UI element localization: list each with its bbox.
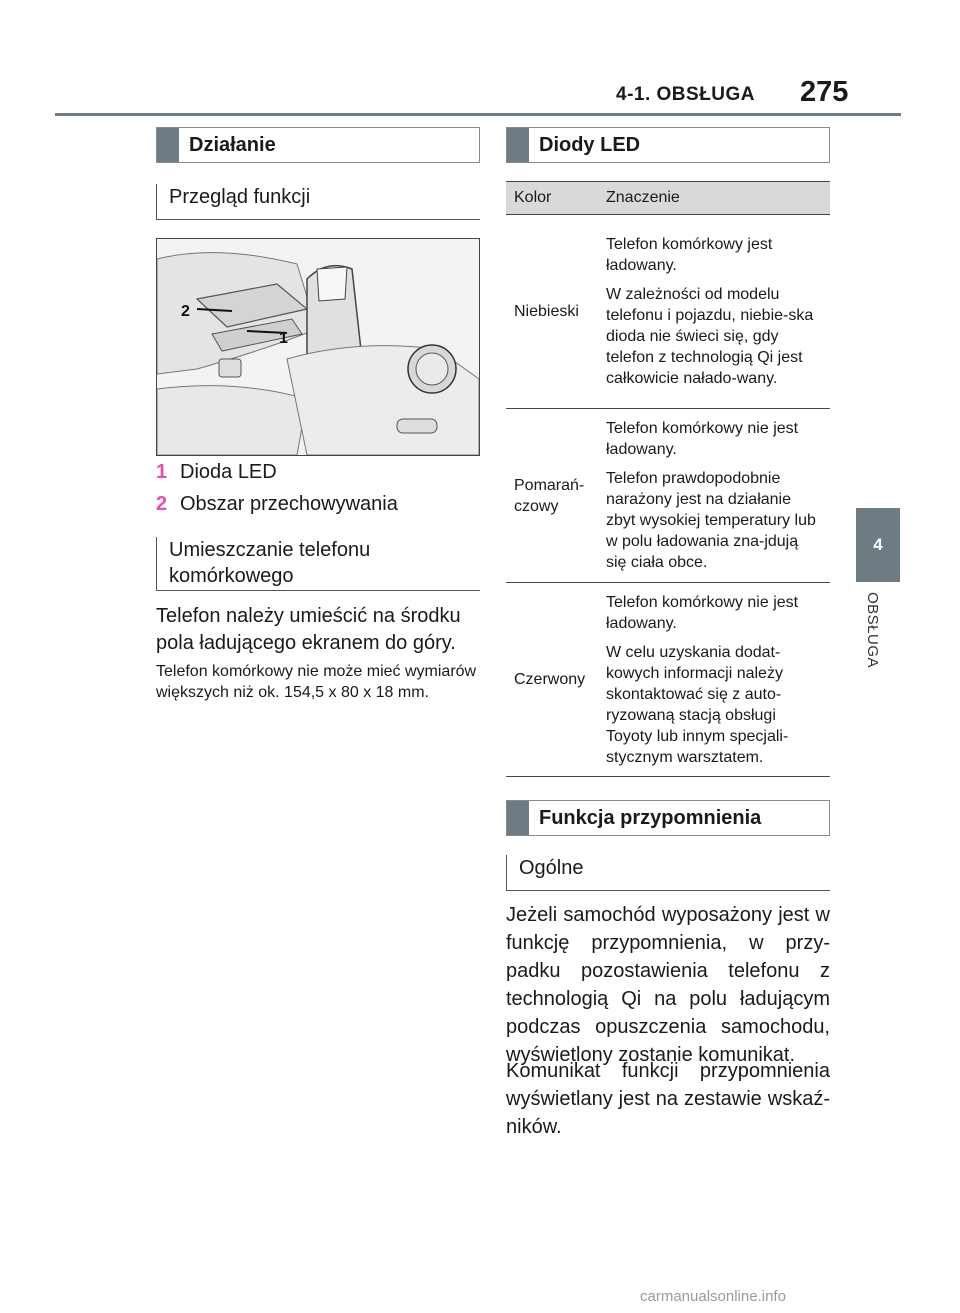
section-marker: [507, 128, 529, 162]
subheading-general: [506, 855, 830, 891]
section-dzialanie: [156, 127, 480, 163]
table-row: [506, 583, 830, 777]
paragraph: Komunikat funkcji przypomnienia wyświetlany jest na zestawie wskaź-ników.: [506, 1060, 830, 1138]
legend-item: [156, 461, 277, 484]
watermark: carmanualsonline.info: [640, 1288, 786, 1305]
chapter-tab[interactable]: 4: [856, 508, 900, 582]
section-title: Funkcja przypomnienia: [539, 806, 762, 829]
subheading-overview: [156, 184, 480, 220]
paragraph: Jeżeli samochód wyposażony jest w funkcję przypomnienia, w przy-padku pozostawienia telefonu z technologią Qi na polu ładującym podczas opuszczenia samochodu, wyświetlony zostanie komunikat.: [506, 904, 830, 1066]
legend-item: [156, 493, 398, 516]
meaning-text: Telefon prawdopodobnie narażony jest na działanie zbyt wysokiej temperatury lub w polu ładowania zna-jdują się ciała obce.: [606, 470, 816, 571]
section-diody-led: [506, 127, 830, 163]
callout-label: 2: [181, 303, 190, 320]
header-rule: [55, 113, 901, 116]
section-title: Działanie: [189, 133, 276, 156]
table-header-row: [506, 182, 830, 215]
console-illustration: [156, 238, 480, 456]
legend-number: 1: [156, 461, 168, 483]
section-title: Diody LED: [539, 133, 641, 156]
meaning-text: Telefon komórkowy nie jest ładowany.: [606, 420, 799, 458]
color-cell: Czerwony: [506, 583, 598, 777]
table-row: [506, 409, 830, 583]
led-table: [506, 181, 830, 777]
chapter-label: OBSŁUGA: [864, 592, 881, 669]
color-cell: Niebieski: [506, 215, 598, 409]
paragraph-note: Telefon komórkowy nie może mieć wymiarów większych niż ok. 154,5 x 80 x 18 mm.: [156, 663, 477, 701]
meaning-cell: [598, 215, 830, 409]
table-row: [506, 215, 830, 409]
meaning-cell: [598, 409, 830, 583]
subheading-text: Ogólne: [519, 857, 584, 879]
section-funkcja-przypomnienia: [506, 800, 830, 836]
illustration-svg: [157, 239, 479, 455]
color-cell: Pomarań-czowy: [506, 409, 598, 583]
section-marker: [157, 128, 179, 162]
meaning-cell: [598, 583, 830, 777]
subheading-text: Umieszczanie telefonu: [169, 539, 371, 561]
callout-label: 1: [279, 330, 288, 347]
table-header: Kolor: [506, 182, 598, 215]
meaning-text: Telefon komórkowy nie jest ładowany.: [606, 593, 799, 632]
meaning-text: W celu uzyskania dodat-kowych informacji należy skontaktować się z auto-ryzowaną stacją obsługi Toyoty lub innym specjali-stycznym warsztatem.: [606, 643, 789, 766]
meaning-text: W zależności od modelu telefonu i pojazdu, niebie-ska dioda nie świeci się, gdy telefon z technologią Qi jest całkowicie nałado-wany.: [606, 286, 814, 387]
legend-text: Dioda LED: [180, 461, 277, 483]
section-header: 4-1. OBSŁUGA: [616, 84, 756, 105]
section-marker: [507, 801, 529, 835]
table-header: Znaczenie: [598, 182, 830, 215]
subheading-placing-phone: [156, 537, 480, 591]
subheading-text: komórkowego: [169, 565, 294, 587]
page-number: 275: [800, 76, 849, 108]
subheading-text: Przegląd funkcji: [169, 186, 311, 208]
meaning-text: Telefon komórkowy jest ładowany.: [606, 236, 773, 274]
paragraph: Telefon należy umieścić na środku pola ładującego ekranem do góry.: [156, 605, 461, 654]
legend-text: Obszar przechowywania: [180, 493, 398, 515]
legend-number: 2: [156, 493, 168, 515]
